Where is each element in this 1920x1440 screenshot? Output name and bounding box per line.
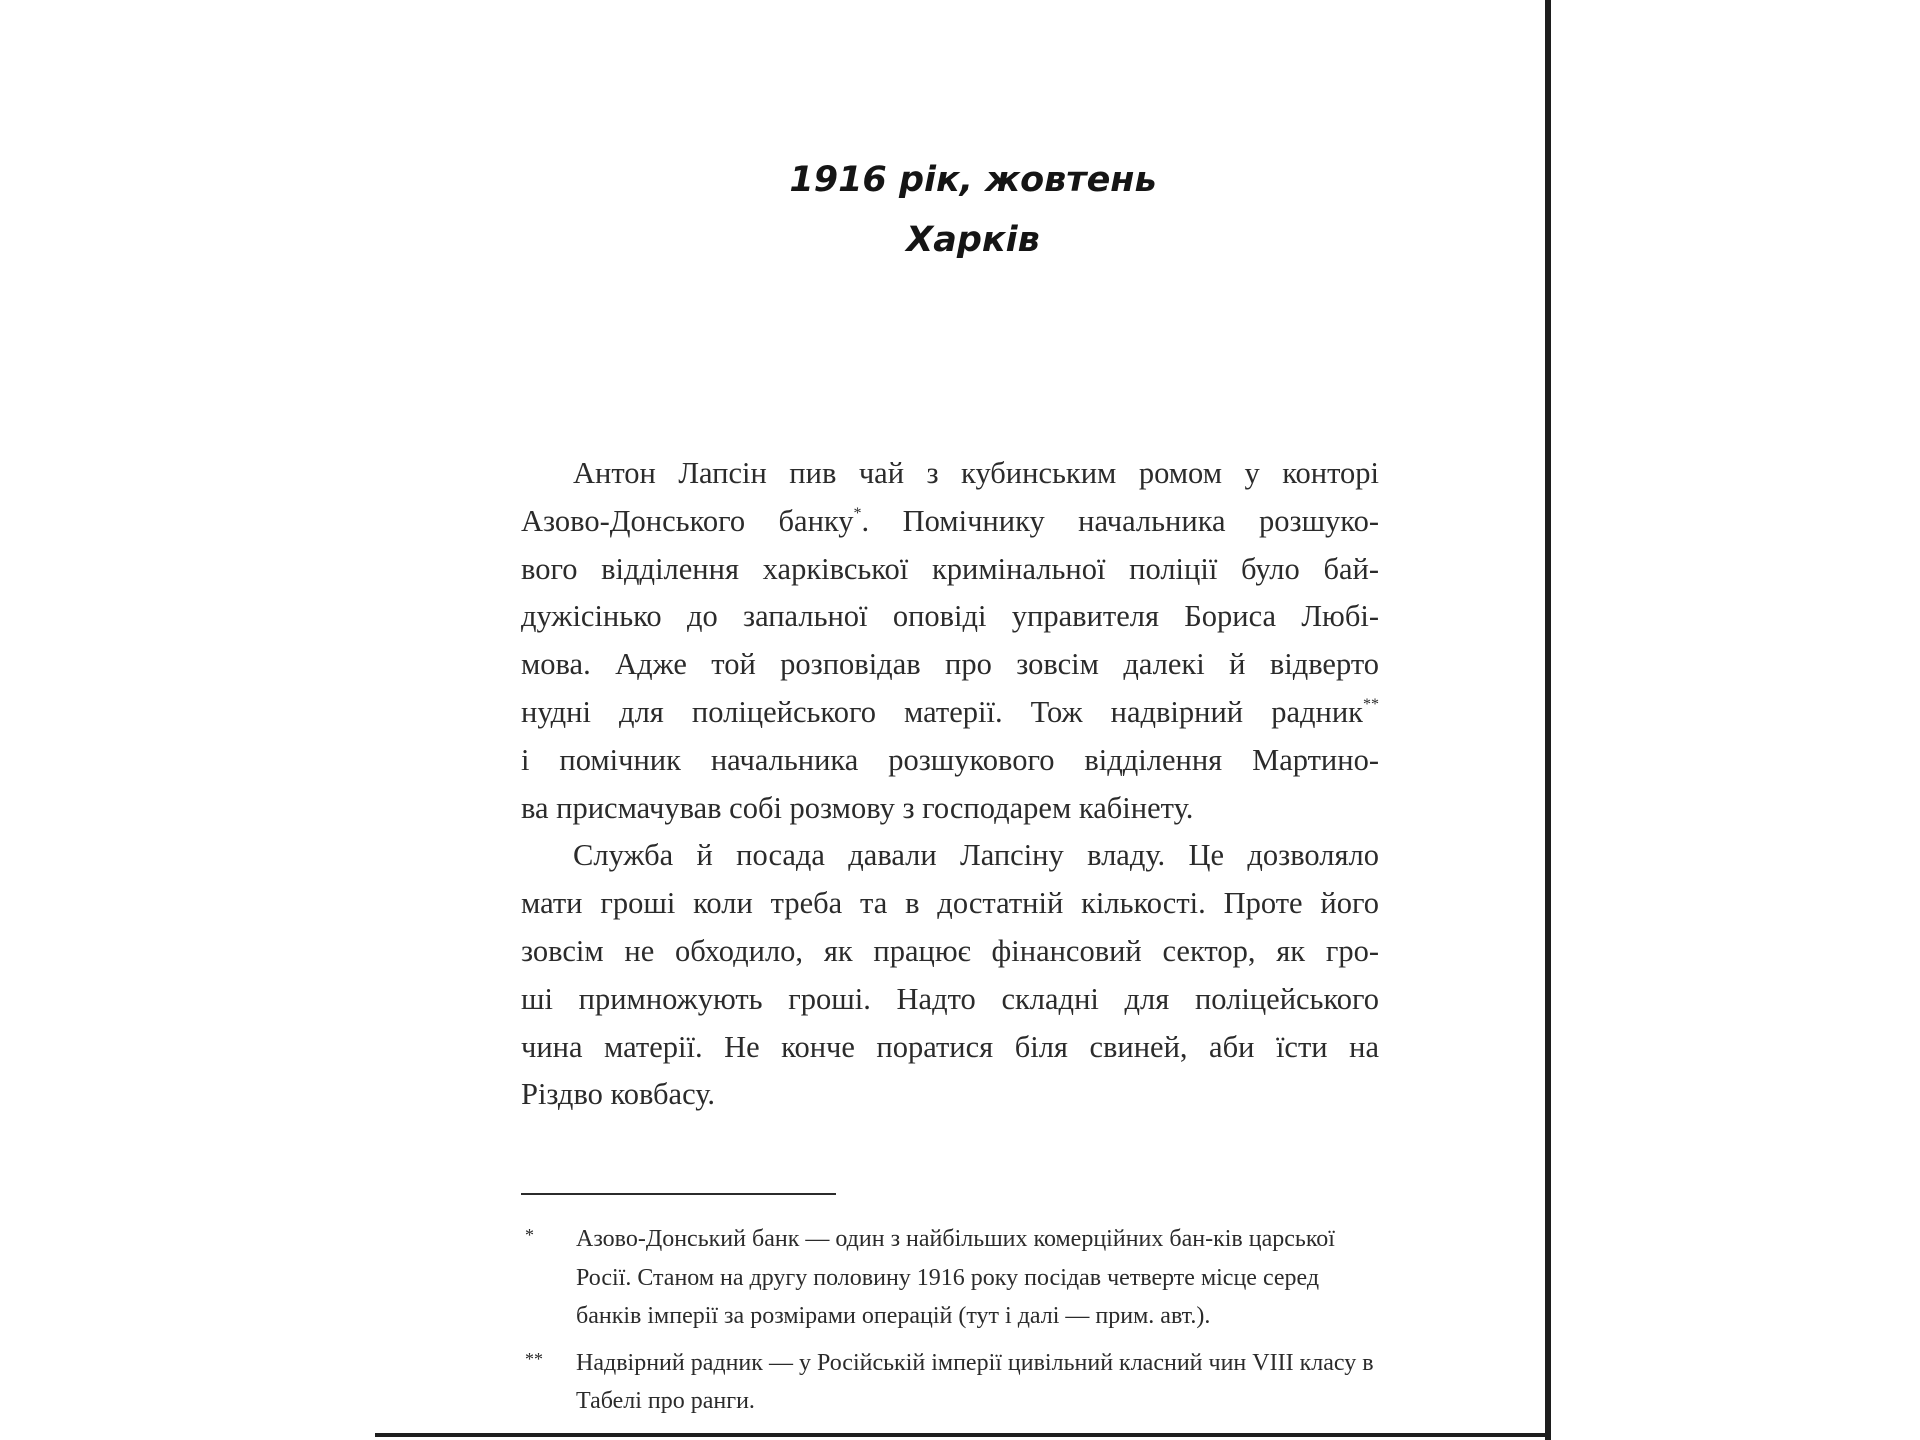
- page-edge-right: [1545, 0, 1551, 1440]
- paragraph-1-line: і помічник начальника розшукового відділення Мартино-: [521, 742, 1379, 777]
- footnote-text: Азово-Донський банк — один з найбільших комерційних бан-ків царської Росії. Станом на другу половину 1916 року посідав четверте місце серед банків імперії за розмірами операцій (тут і далі — прим. авт.).: [576, 1226, 1335, 1329]
- chapter-city-heading: Харків: [906, 220, 1040, 260]
- paragraph-1-line: нудні для поліцейського матерії. Тож надвірний радник**: [521, 694, 1379, 729]
- paragraph-1-line: вого відділення харківської кримінальної поліції було бай-: [521, 551, 1379, 586]
- footnote-ref-2: **: [1363, 695, 1379, 713]
- paragraph-2-line: чина матерії. Не конче поратися біля свиней, аби їсти на: [521, 1029, 1379, 1064]
- footnote-ref-1: *: [853, 504, 862, 522]
- footnote-text: Надвірний радник — у Російській імперії цивільний класний чин VIII класу в Табелі про ранги.: [576, 1349, 1374, 1414]
- paragraph-2-line: Різдво ковбасу.: [521, 1077, 716, 1112]
- paragraph-1-line: мова. Адже той розповідав про зовсім далекі й відверто: [521, 647, 1379, 682]
- paragraph-2-line: ші примножують гроші. Надто складні для поліцейського: [521, 981, 1379, 1016]
- page-edge-bottom: [375, 1433, 1551, 1437]
- chapter-body: [521, 450, 1379, 1119]
- paragraph-2-line: мати гроші коли треба та в достатній кількості. Проте його: [521, 886, 1379, 921]
- footnote-2: [521, 1344, 1379, 1421]
- footnote-marker: **: [525, 1348, 543, 1369]
- paragraph-1-line: Антон Лапсін пив чай з кубинським ромом у конторі: [573, 456, 1379, 490]
- footnote-marker: *: [525, 1225, 534, 1245]
- footnotes: [521, 1220, 1379, 1429]
- paragraph-1-line: Азово-Донського банку*. Помічнику начальника розшуко-: [521, 503, 1379, 538]
- chapter-date-heading: 1916 рік, жовтень: [789, 160, 1157, 200]
- footnote-1: [521, 1220, 1379, 1336]
- paragraph-2-line: Служба й посада давали Лапсіну владу. Це дозволяло: [573, 838, 1379, 873]
- footnote-divider: [521, 1193, 836, 1195]
- paragraph-1-line: дужісінько до запальної оповіді управителя Бориса Любі-: [521, 599, 1379, 634]
- paragraph-1-line: ва присмачував собі розмову з господарем кабінету.: [521, 790, 1194, 825]
- paragraph-2-line: зовсім не обходило, як працює фінансовий сектор, як гро-: [521, 933, 1379, 968]
